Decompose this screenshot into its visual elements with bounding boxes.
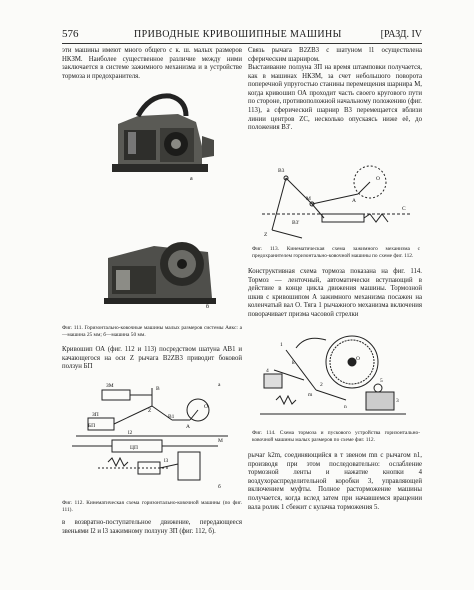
fig-113-label-z: Z bbox=[264, 232, 268, 238]
left-para-2: Кривошип ОА (фиг. 112 и 113) посредством шатуна AB1 и качающегося на оси Z рычага B2ZB3 приводит боковой ползун БП bbox=[62, 346, 242, 371]
fig-112-label-zm: ЗМ bbox=[106, 383, 114, 389]
right-para-1: Связь рычага B2ZB3 с шатуном l1 осуществлена сферическим шарниром. bbox=[248, 47, 422, 63]
right-para-4: рычаг k2m, соединяющийся в т звеном mn с рычагом n1, производя при этом последовательно: ослабление тормозной ленты и нажатие кнопки 4 воздухораспределительной коробки 3, управляющей включением муфты. Полное расторможение машины получается, когда вслед затем при начавшемся вращении вала ролик 1 сбежит с кулачка торможения 5. bbox=[248, 452, 422, 511]
fig-112-label-a: А bbox=[186, 424, 190, 430]
right-para-3: Конструктивная схема тормоза показана на фиг. 114. Тормоз — ленточный, автоматически вступающий в действие в конце цикла движения машины. Тормозной шкив с кривошипом А зажимного механизма посажен на коленчатый вал О. Тяга 1 рычажного механизма включения поворачивает призма часовой стрелки bbox=[248, 268, 422, 318]
page-number: 576 bbox=[62, 28, 79, 40]
fig-113-label-a: A bbox=[352, 198, 356, 204]
fig-112-caption: Фиг. 112. Кинематическая схема горизонтально-ковочной машины (по фиг. 111). bbox=[62, 500, 242, 513]
fig-114-caption: Фиг. 114. Схема тормоза и пускового устройства горизонтально-ковочной машины малых размеров по схеме фиг. 112. bbox=[252, 430, 420, 443]
fig-112-label-cp: ЦП bbox=[130, 445, 138, 451]
header-rule bbox=[62, 43, 422, 44]
fig-112-label-zp: ЗП bbox=[92, 412, 99, 418]
fig-111a-photo bbox=[98, 86, 218, 182]
fig-112-label-l2: l2 bbox=[128, 430, 133, 436]
fig-112-label-v: В bbox=[156, 386, 160, 392]
fig-114-brake-scheme bbox=[256, 330, 420, 424]
fig-114-label-4: 4 bbox=[266, 368, 269, 374]
fig-113-kinematic-scheme bbox=[252, 160, 420, 242]
fig-113-label-c: C bbox=[402, 206, 406, 212]
fig-114-label-1: 1 bbox=[280, 342, 283, 348]
fig-112-label-v1: В1 bbox=[168, 414, 175, 420]
fig-111a-label: а bbox=[190, 176, 193, 182]
fig-113-caption: Фиг. 113. Кинематическая схема зажимного механизма с предохранителем горизонтально-ковочной машины по схеме фиг. 112. bbox=[252, 246, 420, 259]
chapter-marker: [РАЗД. IV bbox=[380, 29, 422, 40]
running-title: ПРИВОДНЫЕ КРИВОШИПНЫЕ МАШИНЫ bbox=[134, 29, 342, 40]
fig-112-label-m: М bbox=[218, 438, 223, 444]
fig-112-label-o: О bbox=[204, 404, 208, 410]
fig-112-kinematic-scheme bbox=[68, 376, 238, 494]
fig-114-label-n: n bbox=[344, 404, 347, 410]
fig-111b-photo bbox=[98, 218, 220, 310]
fig-114-label-5: 5 bbox=[380, 378, 383, 384]
fig-114-label-k: k bbox=[292, 360, 295, 366]
right-para-2: Выстаивание ползуна ЗП на время штамповки получается, как в машинах НКЗМ, за счет небольшого поворота поперечной упругостью станины перемещения шарнира M, когда кривошип ОА проходит часть своего кругового пути по стороне, противоположной начальному положению (фиг. 113), а сферический шарнир B3 перемещается вблизи линии центров ZC, несколько опускаясь ниже её, до положения B3'. bbox=[248, 64, 422, 132]
fig-111-caption: Фиг. 111. Горизонтально-ковочные машины малых размеров системы Аякс: а—машина 25 мм; б—машина 50 мм. bbox=[62, 325, 242, 338]
fig-112-label-z: Z bbox=[148, 408, 152, 414]
fig-114-label-m: m bbox=[308, 392, 313, 398]
fig-113-label-b3prime: B3' bbox=[292, 220, 300, 226]
fig-111b-label: б bbox=[206, 304, 210, 310]
fig-112-label-bp: БП bbox=[88, 423, 96, 429]
fig-112-label-l3: l3 bbox=[164, 458, 169, 464]
fig-114-label-o: О bbox=[356, 356, 360, 362]
fig-114-label-2: 2 bbox=[320, 382, 323, 388]
fig-114-label-3: 3 bbox=[396, 398, 399, 404]
left-para-1: эти машины имеют много общего с к. ш. малых размеров НКЗМ. Наиболее существенное различие между ними заключается в системе зажимного механизма и в устройстве тормоза и предохранителя. bbox=[62, 47, 242, 80]
fig-112-label-b-sub: б bbox=[218, 484, 221, 490]
fig-112-label-a-sub: а bbox=[218, 382, 221, 388]
left-para-3: в возвратно-поступательное движение, передающееся звеньями l2 и l3 зажимному ползуну ЗП (фиг. 112, б). bbox=[62, 519, 242, 535]
running-header bbox=[62, 28, 422, 42]
fig-113-label-o: O bbox=[376, 176, 380, 182]
fig-113-label-m: M bbox=[306, 196, 311, 202]
fig-113-label-b3: B3 bbox=[278, 168, 285, 174]
